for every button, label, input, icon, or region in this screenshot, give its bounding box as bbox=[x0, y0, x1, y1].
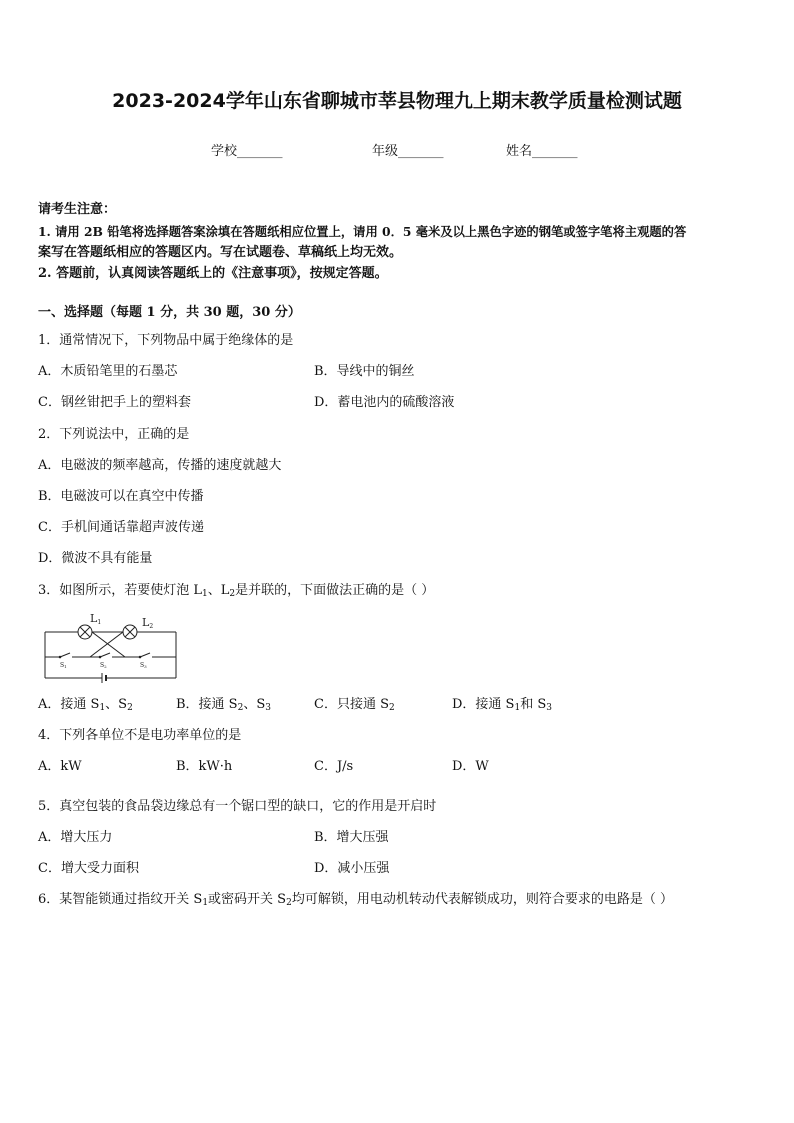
question-4-option-b: B．kW·h bbox=[176, 759, 233, 774]
question-1-option-c: C．钢丝钳把手上的塑料套 bbox=[38, 395, 191, 410]
question-2-stem: 2．下列说法中，正确的是 bbox=[38, 427, 190, 442]
question-6-stem: 6．某智能锁通过指纹开关 $S_1$或密码开关 $S_2$均可解锁，用电动机转动代表解锁成功，则符合要求的电路是（ ） bbox=[38, 892, 673, 908]
question-5-option-d: D．减小压强 bbox=[314, 861, 390, 876]
question-3-option-c: C．只接通 $S_2$ bbox=[314, 697, 395, 713]
section-heading: 一、选择题（每题 1 分，共 30 题，30 分） bbox=[38, 305, 301, 320]
circuit-diagram bbox=[40, 612, 180, 692]
question-2-option-b: B．电磁波可以在真空中传播 bbox=[38, 489, 204, 504]
question-1-option-a: A．木质铅笔里的石墨芯 bbox=[38, 364, 178, 379]
question-3-stem: 3．如图所示，若要使灯泡 $L_1$、$L_2$是并联的，下面做法正确的是（ ） bbox=[38, 583, 435, 599]
lamp-l2-label: L2 bbox=[142, 616, 154, 630]
notice-heading: 请考生注意： bbox=[38, 202, 117, 217]
question-3-option-b: B．接通 $S_2$、$S_3$ bbox=[176, 697, 271, 713]
question-4-stem: 4．下列各单位不是电功率单位的是 bbox=[38, 728, 242, 743]
name-field: 姓名_______ bbox=[506, 144, 578, 159]
notice-item-1-line-1: 1. 请用 2B 铅笔将选择题答案涂填在答题纸相应位置上，请用 0．5 毫米及以上黑色字迹的钢笔或签字笔将主观题的答 bbox=[38, 224, 687, 239]
grade-field: 年级_______ bbox=[372, 144, 444, 159]
notice-item-1-line-2: 案写在答题纸相应的答题区内。写在试题卷、草稿纸上均无效。 bbox=[38, 245, 403, 260]
page-title: 2023-2024学年山东省聊城市莘县物理九上期末教学质量检测试题 bbox=[112, 90, 682, 112]
question-4-option-c: C．J/s bbox=[314, 759, 354, 774]
question-5-option-c: C．增大受力面积 bbox=[38, 861, 139, 876]
question-1-option-d: D．蓄电池内的硫酸溶液 bbox=[314, 395, 455, 410]
question-3-option-d: D．接通 $S_1$和 $S_3$ bbox=[452, 697, 552, 713]
school-field: 学校_______ bbox=[211, 144, 283, 159]
question-2-option-c: C．手机间通话靠超声波传递 bbox=[38, 520, 204, 535]
question-1-option-b: B．导线中的铜丝 bbox=[314, 364, 415, 379]
switch-s2-label: S2 bbox=[100, 662, 107, 669]
switch-s1-label: S1 bbox=[60, 662, 67, 669]
question-1-stem: 1．通常情况下，下列物品中属于绝缘体的是 bbox=[38, 333, 294, 348]
switch-s3-label: S3 bbox=[140, 662, 147, 669]
question-4-option-d: D．W bbox=[452, 759, 489, 774]
question-2-option-d: D．微波不具有能量 bbox=[38, 551, 153, 566]
question-5-stem: 5．真空包装的食品袋边缘总有一个锯口型的缺口，它的作用是开启时 bbox=[38, 799, 437, 814]
question-5-option-a: A．增大压力 bbox=[38, 830, 113, 845]
notice-item-2: 2. 答题前，认真阅读答题纸上的《注意事项》，按规定答题。 bbox=[38, 266, 388, 281]
lamp-l1-label: L1 bbox=[90, 612, 102, 626]
question-2-option-a: A．电磁波的频率越高，传播的速度就越大 bbox=[38, 458, 282, 473]
question-4-option-a: A．kW bbox=[38, 759, 82, 774]
question-5-option-b: B．增大压强 bbox=[314, 830, 389, 845]
question-3-option-a: A．接通 $S_1$、$S_2$ bbox=[38, 697, 133, 713]
